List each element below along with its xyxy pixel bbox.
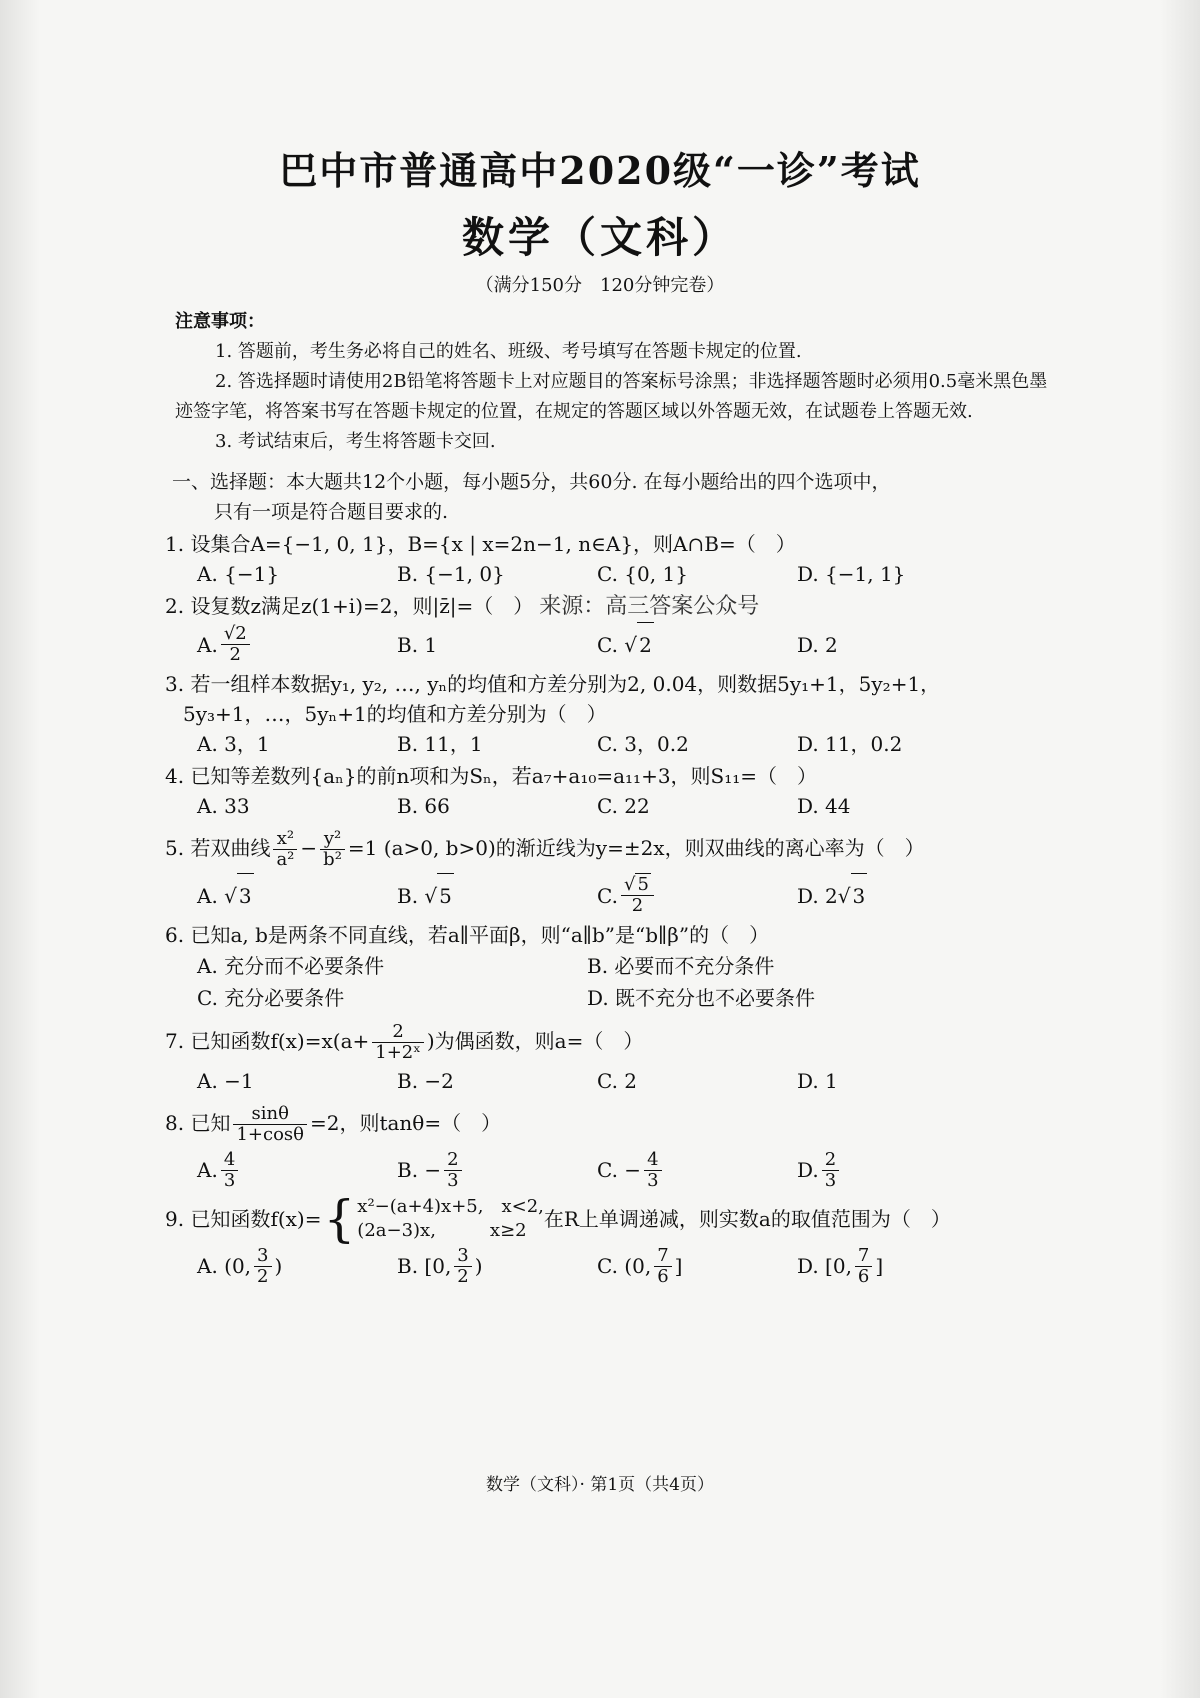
option-d: D. 1 (797, 1069, 838, 1093)
option-a: A. (0, $\frac{3}{2}$ ) (197, 1244, 283, 1287)
option-c: C. 2 (597, 1069, 638, 1093)
option-b: B. 1 (397, 632, 438, 657)
option-d: D. $\frac{2}{3}$ (797, 1148, 997, 1192)
option-d: D. 2 √ 3 (797, 873, 997, 918)
question-stem: 4. 已知等差数列{aₙ}的前n项和为Sₙ，若a₇+a₁₀=a₁₁+3，则S₁₁=（ ） (165, 764, 818, 788)
question-stem: 7. 已知函数f(x)=x(a+ $\frac{2}{\text{1+2ˣ}}$ )为偶函数，则a=（ ） (165, 1021, 644, 1063)
options (165, 729, 1050, 759)
option-a: A. $\frac{√2}{2}$ (197, 622, 397, 667)
source-watermark: 来源：高三答案公众号 (539, 594, 760, 619)
note-item: 1. 答题前，考生务必将自己的姓名、班级、考号填写在答题卡规定的位置. (215, 341, 802, 362)
option-d: D. {−1, 1} (797, 562, 906, 586)
question-6 (165, 920, 1050, 1014)
section-line: 只有一项是符合题目要求的. (214, 501, 449, 523)
option-a: A. −1 (197, 1069, 254, 1093)
question-7 (165, 1016, 1050, 1096)
page-footer: 数学（文科）· 第1页（共4页） (486, 1475, 714, 1495)
note-item: 3. 考试结束后，考生将答题卡交回. (215, 431, 496, 452)
option-a: A. 3，1 (197, 732, 270, 756)
option-a: A. {−1} (197, 562, 280, 586)
question-2 (165, 591, 1050, 667)
question-stem: 8. 已知 $\frac{\sin\theta}{1+\cos\theta}$ =2，则tanθ=（ ） (165, 1103, 502, 1145)
option-c: C. 充分必要条件 (197, 986, 345, 1010)
exam-page (150, 140, 1050, 1495)
option-b: B. 必要而不充分条件 (587, 954, 775, 978)
option-c: C. − $\frac{4}{3}$ (597, 1148, 797, 1192)
option-b: B. 11，1 (397, 732, 483, 756)
option-a: A. √ 3 (197, 873, 397, 918)
subject-title: 数学（文科） (461, 213, 738, 262)
option-b: B. − $\frac{2}{3}$ (397, 1148, 597, 1192)
options (165, 791, 1050, 821)
options (165, 1244, 1050, 1288)
question-stem: 6. 已知a, b是两条不同直线，若a∥平面β，则“a∥b”是“b∥β”的（ ） (165, 923, 770, 947)
exam-title: 巴中市普通高中2020级“一诊”考试 (279, 148, 921, 193)
question-9 (165, 1190, 1050, 1288)
section-heading (172, 467, 1050, 527)
brace-icon: { (323, 1190, 356, 1248)
question-3 (165, 669, 1050, 759)
option-c: C. 22 (597, 794, 650, 818)
question-8 (165, 1098, 1050, 1192)
option-c: C. (0, $\frac{7}{6}$ ] (597, 1244, 683, 1287)
question-5 (165, 823, 1050, 918)
option-d: D. [0, $\frac{7}{6}$ ] (797, 1244, 884, 1287)
question-stem: 5. 若双曲线 $\frac{\text{x²}}{\text{a²}}$ − $\frac{\text{y²}}{\text{b²}}$ =1 (a>0, b>0)的渐近线为y=±2x，则双曲线的离心率为（ ） (165, 828, 925, 870)
option-a: A. 充分而不必要条件 (197, 954, 385, 978)
option-d: D. 既不充分也不必要条件 (587, 986, 816, 1010)
question-1 (165, 529, 1050, 589)
question-stem: 3. 若一组样本数据y₁, y₂, …, yₙ的均值和方差分别为2, 0.04，则数据5y₁+1，5y₂+1， (165, 672, 941, 696)
option-b: B. √ 5 (397, 873, 597, 918)
options (165, 559, 1050, 589)
options (165, 1066, 1050, 1096)
option-b: B. [0, $\frac{3}{2}$ ) (397, 1244, 483, 1287)
option-a: A. 33 (197, 794, 250, 818)
option-d: D. 44 (797, 794, 851, 818)
option-a: A. $\frac{4}{3}$ (197, 1148, 397, 1192)
option-b: B. {−1, 0} (397, 562, 505, 586)
option-b: B. 66 (397, 794, 450, 818)
question-stem: 5y₃+1，…，5yₙ+1的均值和方差分别为（ ） (183, 702, 607, 726)
question-stem: 9. 已知函数f(x)= { x²−(a+4)x+5, x<2, (2a−3)x, x≥2 在R上单调递减，则实数a的取值范围为（ ） (165, 1190, 951, 1248)
option-c: C. $\frac{√ 5}{2}$ (597, 873, 797, 918)
question-stem: 2. 设复数z满足z(1+i)=2，则|z̄|=（ ） 来源：高三答案公众号 (165, 594, 760, 619)
exam-info: （满分150分 120分钟完卷） (475, 275, 725, 296)
option-c: C. √ 2 (597, 622, 797, 667)
option-c: C. 3，0.2 (597, 732, 689, 756)
section-line: 一、选择题：本大题共12个小题，每小题5分，共60分. 在每小题给出的四个选项中， (172, 471, 891, 493)
option-d: D. 2 (797, 632, 838, 657)
option-c: C. {0, 1} (597, 562, 688, 586)
options (165, 950, 1050, 1014)
option-b: B. −2 (397, 1069, 454, 1093)
question-stem: 1. 设集合A={−1, 0, 1}，B={x | x=2n−1, n∈A}，则A∩B=（ ） (165, 532, 796, 556)
options (165, 622, 1050, 667)
options (165, 873, 1050, 918)
note-item: 2. 答选择题时请使用2B铅笔将答题卡上对应题目的答案标号涂黑；非选择题答题时必须用0.5毫米黑色墨迹签字笔，将答案书写在答题卡规定的位置，在规定的答题区域以外答题无效，在试题卷上答题无效. (175, 371, 1048, 422)
options (165, 1148, 1050, 1192)
option-d: D. 11，0.2 (797, 732, 903, 756)
question-4 (165, 761, 1050, 821)
notes-heading: 注意事项： (175, 311, 265, 332)
notes-list (175, 337, 1050, 457)
